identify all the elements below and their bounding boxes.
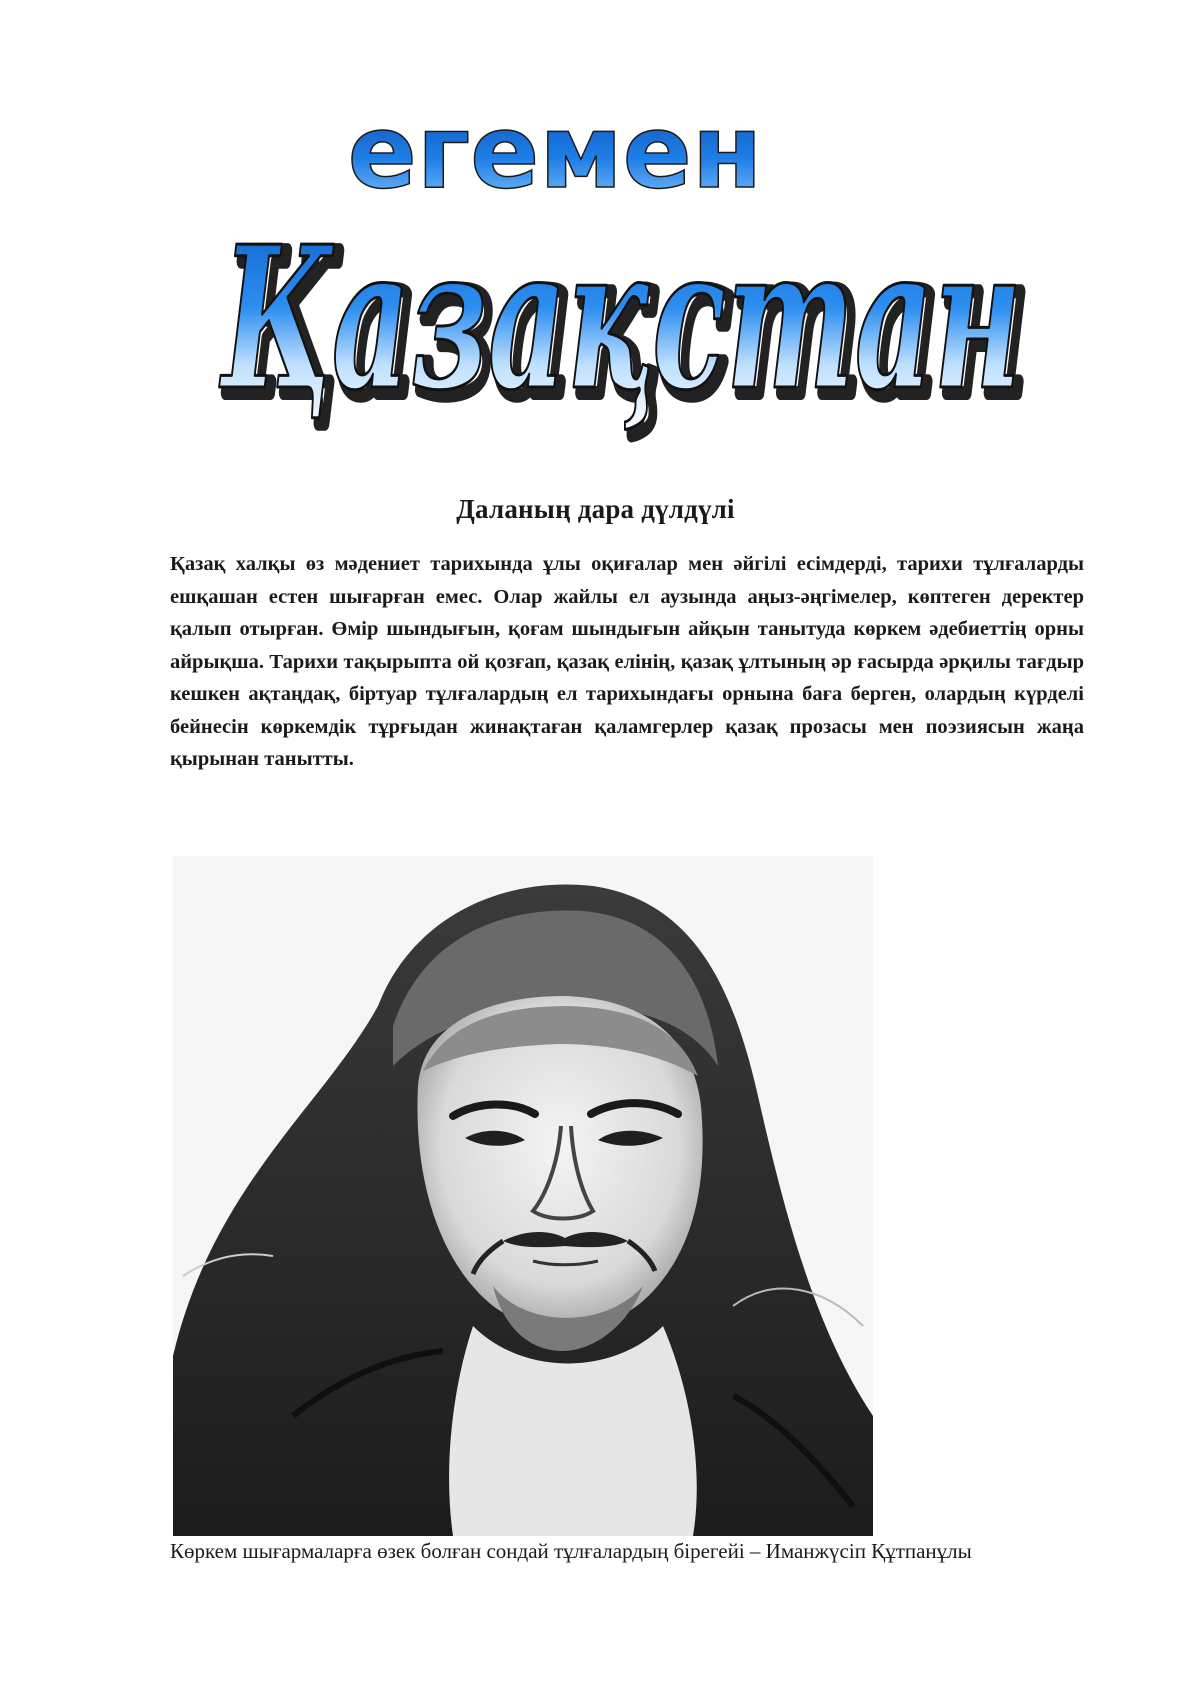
portrait-caption: Көркем шығармаларға өзек болған сондай тұлғалардың бірегейі – Иманжүсіп Құтпанұлы xyxy=(170,1539,972,1563)
masthead-line2: Қазақстан xyxy=(218,204,1022,434)
masthead-line2-shadow: Қазақстан xyxy=(224,210,1028,440)
article-title: Даланың дара дүлдүлі xyxy=(456,494,735,524)
masthead-line1: егемен xyxy=(347,95,763,212)
portrait-image xyxy=(173,856,873,1536)
masthead-logo xyxy=(160,95,1080,465)
article-intro: Қазақ халқы өз мәдениет тарихында ұлы оқиғалар мен әйгілі есімдерді, тарихи тұлғаларды ешқашан естен шығарған емес. Олар жайлы ел аузында аңыз-әңгімелер, көптеген деректер қалып отырған. Өмір шындығын, қоғам шындығын айқын танытуда көркем әдебиеттің орны айрықша. Тарихи тақырыпта ой қозғап, қазақ елінің, қазақ ұлтының әр ғасырда әрқилы тағдыр кешкен ақтаңдақ, біртуар тұлғалардың ел тарихындағы орнына баға берген, олардың күрделі бейнесін көркемдік тұрғыдан жинақтаған қаламгерлер қазақ прозасы мен поэзиясын жаңа қырынан танытты. xyxy=(170,553,1084,770)
